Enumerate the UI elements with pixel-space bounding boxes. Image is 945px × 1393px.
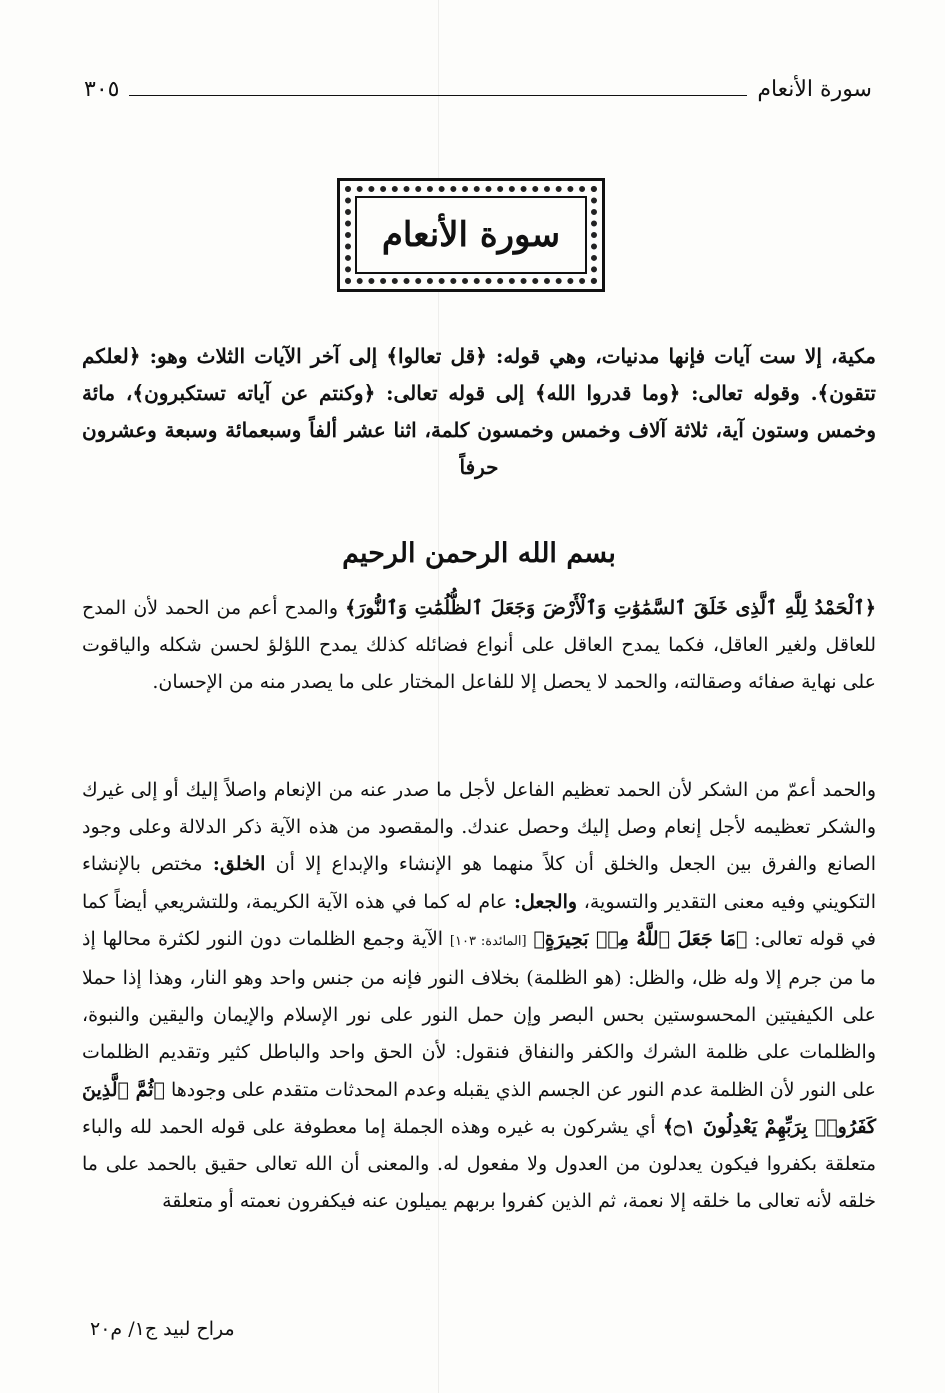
- term-jaal: والجعل:: [513, 890, 578, 913]
- running-title: سورة الأنعام: [757, 76, 872, 102]
- paragraph-text: عام له كما في هذه الآية الكريمة، وللتشريعي أيضاً كما في قوله تعالى:: [82, 890, 876, 950]
- surah-intro: مكية، إلا ست آيات فإنها مدنيات، وهي قوله: ﴿قل تعالوا﴾ إلى آخر الآيات الثلاث وهو: ﴿لعلكم تتقون﴾. وقوله تعالى: ﴿وما قدروا الله﴾ إلى قوله تعالى: ﴿وكنتم عن آياته تستكبرون﴾، مائة وخمس وستون آية، ثلاثة آلاف وخمس وخمسون كلمة، اثنا عشر ألفاً وسبعمائة وسبعة وعشرون حرفاً: [82, 344, 876, 479]
- surah-title: سورة الأنعام: [381, 215, 561, 255]
- paragraph-text: مختص بالإنشاء التكويني وفيه معنى التقدير والتسوية،: [82, 853, 876, 913]
- quran-verse: ﴿مَا جَعَلَ ٱللَّهُ مِنۢ بَحِيرَةٍ﴾: [533, 927, 748, 950]
- verse-reference: [المائدة: ١٠٣]: [449, 933, 527, 949]
- quran-verse: ﴿ثُمَّ ٱلَّذِينَ كَفَرُوا۟ بِرَبِّهِمْ يَعْدِلُونَ ۝١﴾: [82, 1078, 876, 1138]
- paragraph-text: أي يشركون به غيره وهذه الجملة إما معطوفة على قوله الحمد لله والباء متعلقة بكفروا فيكون يعدلون من العدول ولا مفعول له. والمعنى أن الله تعالى حقيق بالحمد على ما خلقه لأنه تعالى ما خلقه إلا نعمة، ثم الذين كفروا بربهم يميلون عنه فيكفرون نعمته أو متعلقة: [82, 1115, 876, 1213]
- paragraph-2: [82, 772, 876, 1220]
- title-frame-inner: [355, 196, 587, 274]
- paragraph-text: الآية وجمع الظلمات دون النور لكثرة محالها إذ ما من جرم إلا وله ظل، والظل: (هو الظلمة) بخلاف النور فإنه من جنس واحد وهو النار، وهذا إذا حملا على الكيفيتين المحسوستين بحس البصر وإن حمل النور على نور الإسلام والإيمان واليقين والنبوة، والظلمات على ظلمة الشرك والكفر والنفاق فنقول: لأن الحق واحد والباطل كثير وتقديم الظلمات على النور لأن الظلمة عدم النور عن الجسم الذي يقبله وعدم المحدثات متقدم على وجودها: [82, 927, 876, 1101]
- ornamental-border: [345, 186, 597, 284]
- page-number: ٣٠٥: [84, 76, 120, 102]
- running-header: [84, 72, 872, 106]
- signature-mark: مراح لبيد ج١/ م٢٠: [90, 1318, 235, 1340]
- quran-verse: ﴿ٱلْحَمْدُ لِلَّهِ ٱلَّذِى خَلَقَ ٱلسَّمَٰوَٰتِ وَٱلْأَرْضَ وَجَعَلَ ٱلظُّلُمَٰتِ وَٱلنُّورَ﴾: [345, 597, 877, 619]
- header-rule: [129, 95, 747, 96]
- paragraph-1: [82, 590, 876, 702]
- paragraph-text: والمدح أعم من الحمد لأن المدح للعاقل ولغير العاقل، فكما يمدح العاقل على أنواع فضائله كذلك يمدح اللؤلؤ لحسن شكله والياقوت على نهاية صفائه وصقالته، والحمد لا يحصل إلا للفاعل المختار على ما يصدر منه من الإحسان.: [82, 597, 876, 694]
- term-khalq: الخلق:: [212, 853, 266, 876]
- paragraph-text: والحمد أعمّ من الشكر لأن الحمد تعظيم الفاعل لأجل ما صدر عنه من الإنعام واصلاً إليك أو إلى غيرك والشكر تعظيمه لأجل إنعام وصل إليك وحصل عندك. والمقصود من هذه الآية ذكر الدلالة وعلى وجود الصانع والفرق بين الجعل والخلق أن كلاً منهما هو الإنشاء والإبداع إلا أن: [82, 779, 876, 876]
- basmala: بسم الله الرحمن الرحيم: [342, 538, 616, 569]
- surah-title-frame: [337, 178, 605, 292]
